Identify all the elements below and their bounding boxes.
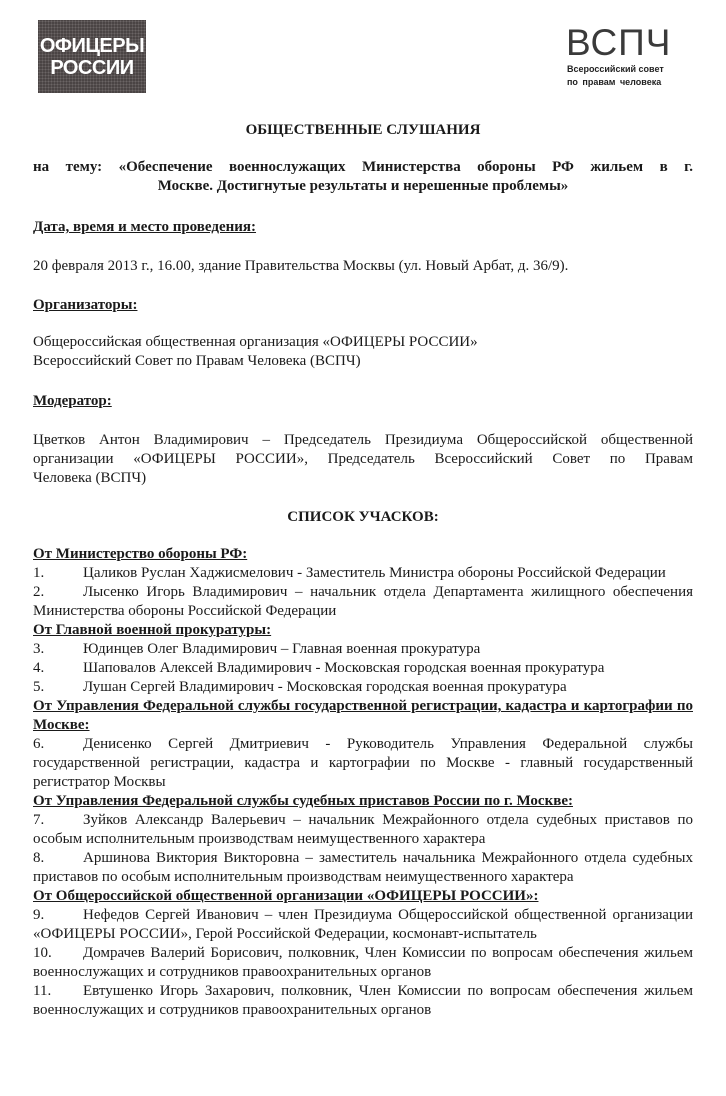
- topic-line1: на тему: «Обеспечение военнослужащих Министерства обороны РФ жильем в г.: [33, 159, 693, 175]
- organizers-list: [33, 333, 693, 371]
- organizer-item: Всероссийский Совет по Правам Человека (ВСПЧ): [33, 353, 361, 369]
- date-heading: Дата, время и место проведения:: [33, 219, 257, 235]
- moderator-line3: Человека (ВСПЧ): [33, 470, 147, 486]
- officers-of-russia-logo: [38, 20, 146, 93]
- document-title: ОБЩЕСТВЕННЫЕ СЛУШАНИЯ: [245, 122, 481, 138]
- date-text: 20 февраля 2013 г., 16.00, здание Правительства Москвы (ул. Новый Арбат, д. 36/9).: [33, 258, 569, 274]
- participant-group-title: От Управления Федеральной службы государственной регистрации, кадастра и картографии по Москве:: [33, 698, 693, 733]
- vspch-logo: [566, 22, 696, 88]
- vspch-subtitle-line1: Всероссийский совет: [567, 64, 664, 74]
- participant-item: 3. Юдинцев Олег Владимирович – Главная военная прокуратура: [33, 641, 481, 657]
- vspch-subtitle-line2: по правам человека: [567, 77, 662, 87]
- participant-group-title: От Главной военной прокуратуры:: [33, 622, 272, 638]
- participant-item: 7. Зуйков Александр Валерьевич – начальник Межрайонного отдела судебных приставов по особым исполнительным производствам неимущественного характера: [33, 812, 693, 847]
- moderator-heading: Модератор:: [33, 393, 112, 409]
- participant-item: 9. Нефедов Сергей Иванович – член Президиума Общероссийской общественной организации «ОФИЦЕРЫ РОССИИ», Герой Российской Федерации, космонавт-испытатель: [33, 907, 693, 942]
- participant-item: 10. Домрачев Валерий Борисович, полковник, Член Комиссии по вопросам обеспечения жильем военнослужащих и сотрудников правоохранительных органов: [33, 945, 693, 980]
- document-topic: [33, 158, 693, 196]
- vspch-abbr: ВСПЧ: [566, 22, 672, 63]
- participant-item: 5. Лушан Сергей Владимирович - Московская городская военная прокуратура: [33, 679, 567, 695]
- participant-item: 11. Евтушенко Игорь Захарович, полковник, Член Комиссии по вопросам обеспечения жильем военнослужащих и сотрудников правоохранительных органов: [33, 983, 693, 1018]
- participant-item: 6. Денисенко Сергей Дмитриевич - Руководитель Управления Федеральной службы государственной регистрации, кадастра и картографии по Москве - главный государственный регистратор Москвы: [33, 736, 693, 790]
- participant-item: 4. Шаповалов Алексей Владимирович - Московская городская военная прокуратура: [33, 660, 605, 676]
- moderator-line1: Цветков Антон Владимирович – Председатель Президиума Общероссийской общественной: [33, 432, 693, 448]
- participant-item: 1. Цаликов Руслан Хаджисмелович - Заместитель Министра обороны Российской Федерации: [33, 565, 666, 581]
- logo-left-line2: РОССИИ: [50, 56, 134, 79]
- participant-item: 2. Лысенко Игорь Владимирович – начальник отдела Департамента жилищного обеспечения Министерства обороны Российской Федерации: [33, 584, 693, 619]
- participant-item: 8. Аршинова Виктория Викторовна – заместитель начальника Межрайонного отдела судебных приставов по особым исполнительным производствам неимущественного характера: [33, 850, 693, 885]
- moderator-line2: организации «ОФИЦЕРЫ РОССИИ», Председатель Всероссийский Совет по Правам: [33, 451, 693, 467]
- participant-group-title: От Управления Федеральной службы судебных приставов России по г. Москве:: [33, 793, 573, 809]
- participant-group-title: От Общероссийской общественной организации «ОФИЦЕРЫ РОССИИ»:: [33, 888, 539, 904]
- logo-left-line1: ОФИЦЕРЫ: [39, 34, 145, 57]
- topic-line2: Москве. Достигнутые результаты и нерешенные проблемы»: [157, 178, 569, 194]
- organizers-heading: Организаторы:: [33, 297, 138, 313]
- moderator-text: [33, 431, 693, 488]
- organizer-item: Общероссийская общественная организация «ОФИЦЕРЫ РОССИИ»: [33, 334, 478, 350]
- participants-list-title: СПИСОК УЧАСКОВ:: [287, 509, 439, 525]
- participants-list: [33, 545, 693, 1020]
- participant-group-title: От Министерство обороны РФ:: [33, 546, 248, 562]
